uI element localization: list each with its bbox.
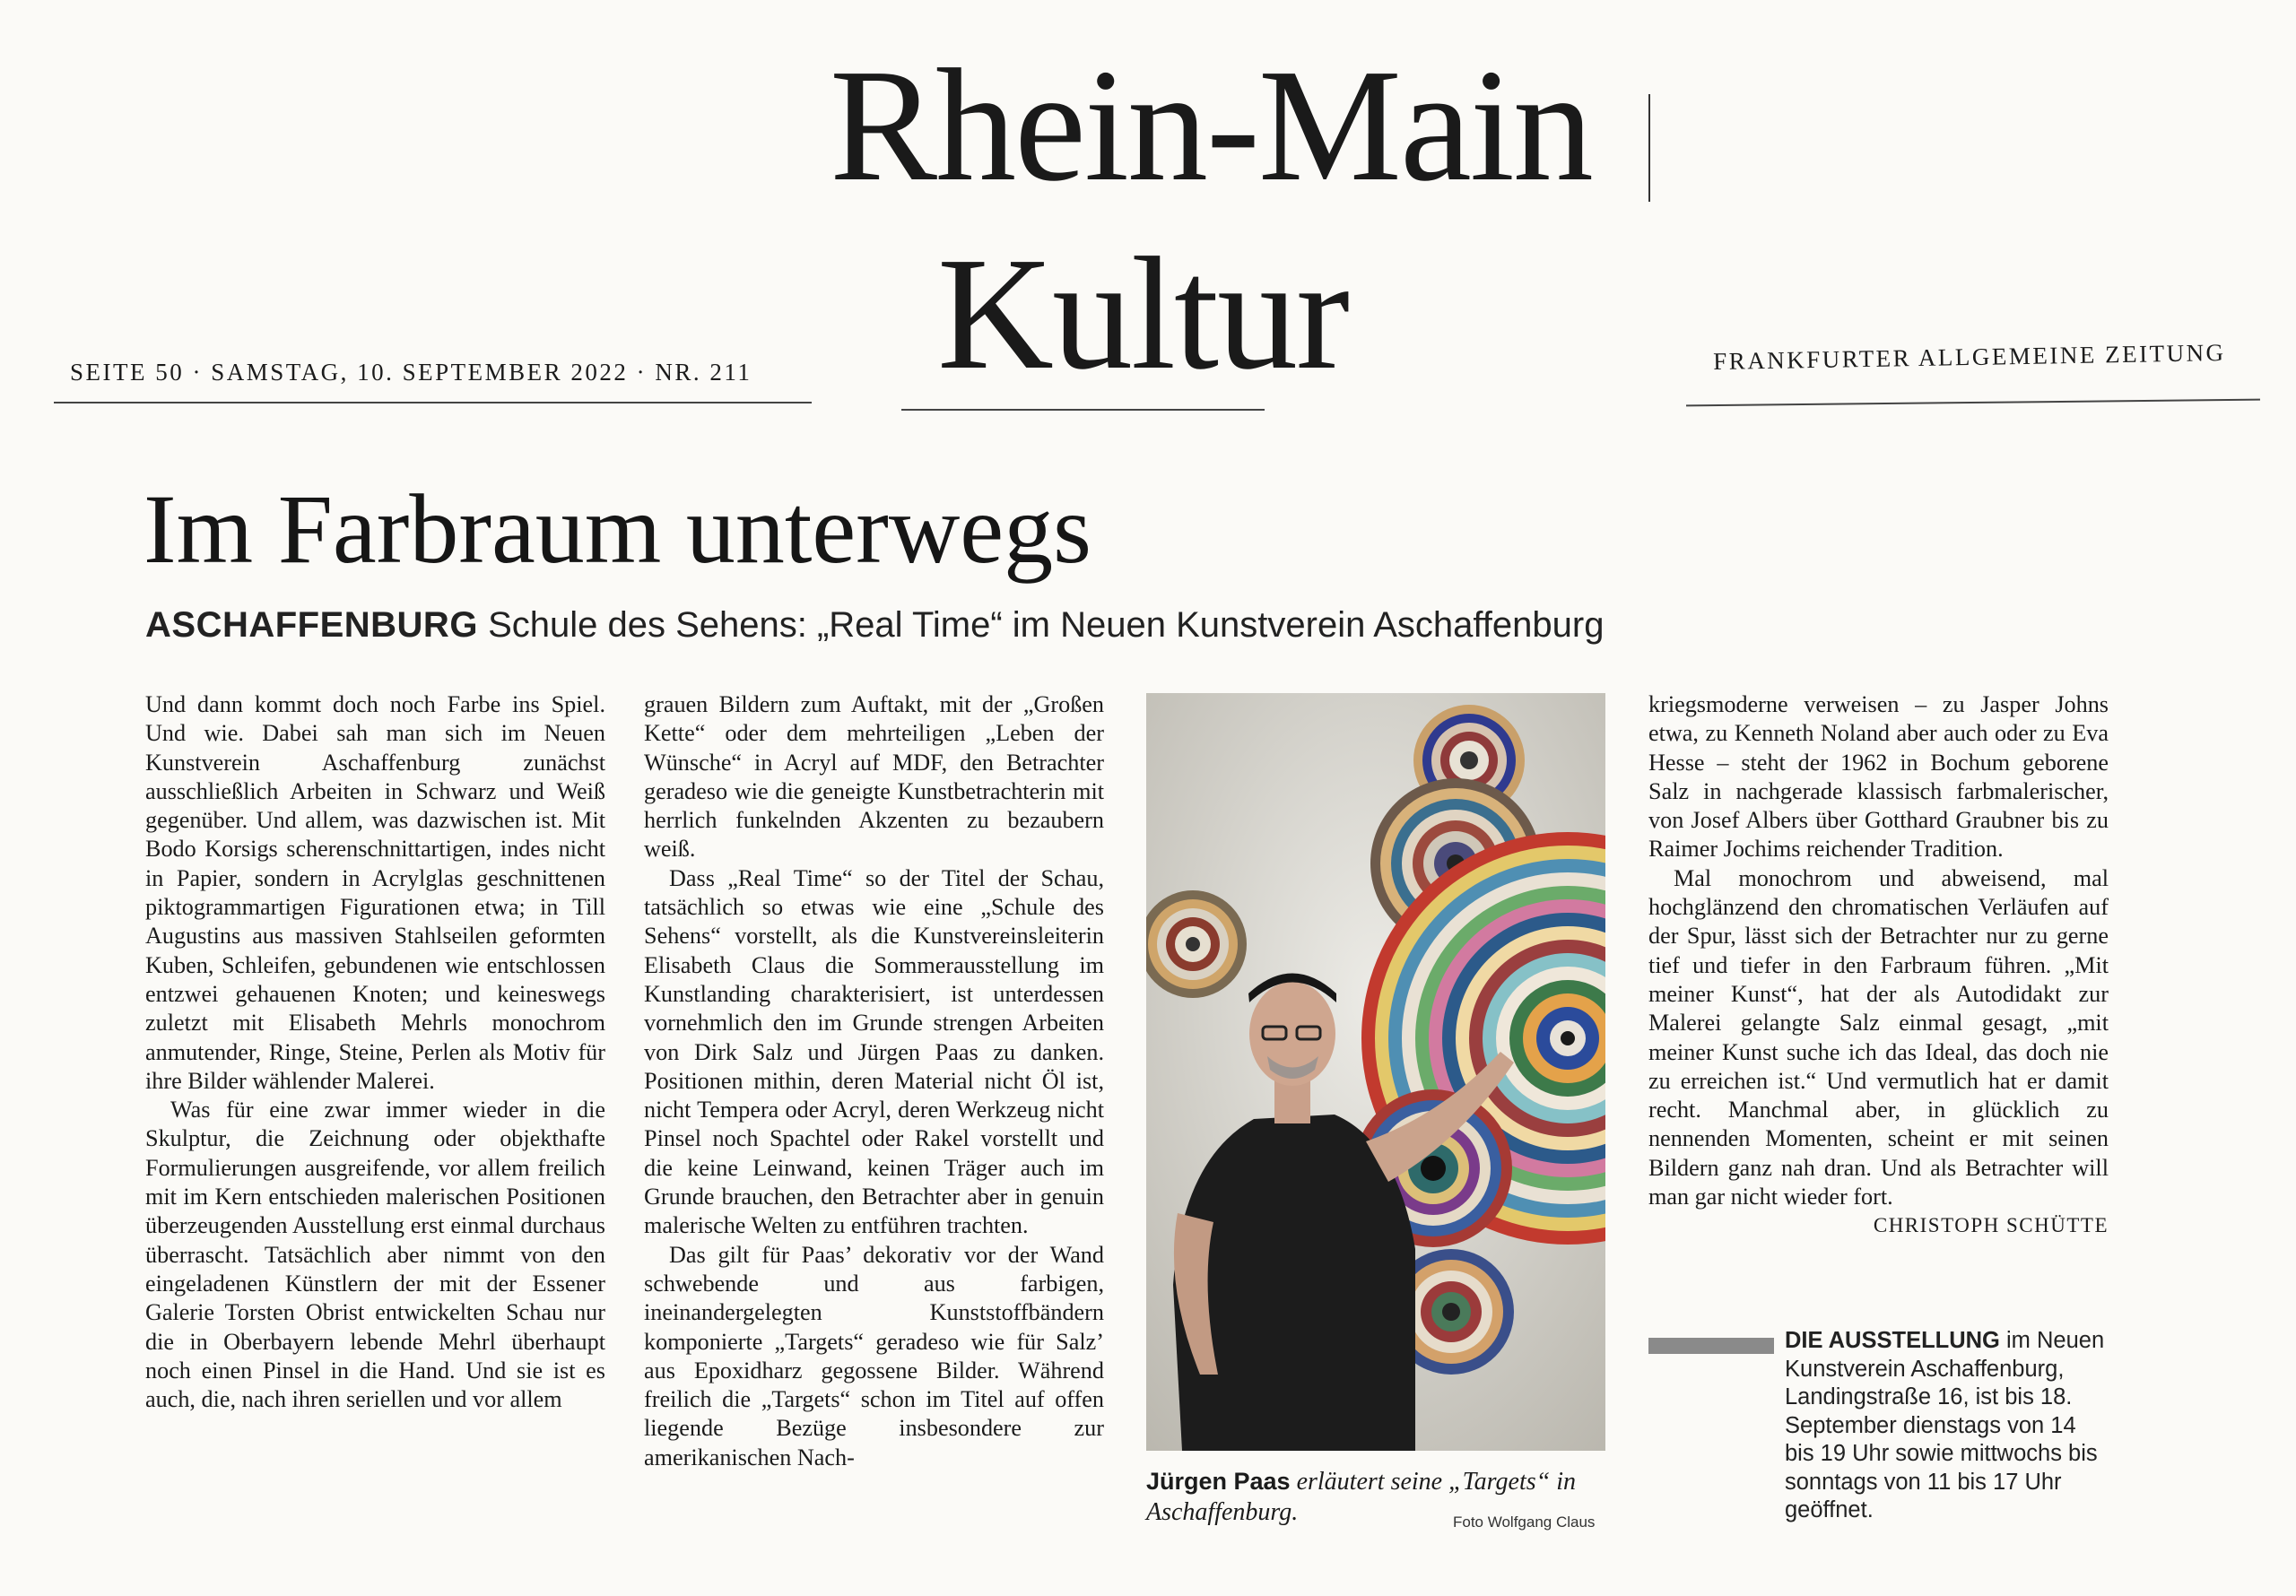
- paragraph: Das gilt für Paas’ dekorativ vor der Wand schwebende und aus farbigen, ineinandergelegten Kunststoffbändern komponierte „Targets“ geradeso wie für Salz’ aus Epoxidharz gegossene Bilder. Während freilich die „Targets“ schon im Titel auf offen liegende Bezüge insbesondere zur amerikanischen Nach-: [644, 1241, 1104, 1470]
- paragraph: Und dann kommt doch noch Farbe ins Spiel. Und wie. Dabei sah man sich im Neuen Kunstverein Aschaffenburg zunächst ausschließlich Arbeiten in Schwarz und Weiß gegenüber. Und allem, was dazwischen ist. Mit Bodo Korsigs scherenschnittartigen, indes nicht in Papier, sondern in Acrylglas geschnittenen piktogrammartigen Figurationen etwa; in Till Augustins aus massiven Stahlseilen geformten Kuben, Schleifen, gebundenen wie entschlossen entzwei gehauenen Knoten; und keineswegs zuletzt mit Elisabeth Mehrls monochrom anmutender, Ringe, Steine, Perlen als Motiv für ihre Bilder wählender Malerei.: [145, 691, 605, 1094]
- paragraph: Dass „Real Time“ so der Titel der Schau, tatsächlich so etwas wie eine „Schule des Sehens“ vorstellt, als die Kunstvereinsleiterin Elisabeth Claus die Sommerausstellung im Kunstlanding charakterisiert, ist unterdessen vornehmlich den im Grunde strengen Arbeiten von Dirk Salz und Jürgen Paas zu danken. Positionen mithin, deren Material nicht Öl ist, nicht Tempera oder Acryl, deren Werkzeug nicht Pinsel noch Spachtel oder Rakel vorstellt und die keine Leinwand, keinen Träger auch im Grunde brauchen, den Betrachter aber in genuin malerische Welten zu entführen trachten.: [644, 864, 1104, 1239]
- caption-name: Jürgen Paas: [1146, 1468, 1291, 1495]
- headline: Im Farbraum unterwegs: [144, 474, 1091, 584]
- dateline: ASCHAFFENBURG: [145, 605, 478, 645]
- article-column-2: [644, 690, 1104, 1472]
- photo-credit: Foto Wolfgang Claus: [1453, 1514, 1596, 1531]
- article-column-4: [1648, 690, 2109, 1241]
- paragraph: Mal monochrom und abweisend, mal hochglänzend den chromatischen Verläufen auf der Spur, lässt sich der Betrachter nur zu gerne tief und tiefer in den Farbraum führen. „Mit meiner Kunst“, hat der als Autodidakt zur Malerei gelangte Salz einmal gesagt, „mit meiner Kunst suche ich das Ideal, das doch nie zu erreichen ist.“ Und vermutlich hat er damit recht. Manchmal aber, in glücklich zu nennenden Momenten, scheint er mit seinen Bildern ganz nah dran. Und als Betrachter will man gar nicht wieder fort.: [1648, 864, 2109, 1210]
- masthead-rhein-main: Rhein-Main: [830, 36, 1592, 214]
- exhibition-infobox: [1785, 1327, 2108, 1525]
- paragraph: grauen Bildern zum Auftakt, mit der „Großen Kette“ oder dem mehrteiligen „Leben der Wünsche“ in Acryl auf MDF, den Betrachter geradeso wie die geneigte Kunstbetrachterin mit herrlich funkelnden Akzenten zu bezaubern weiß.: [644, 691, 1104, 863]
- header-rule-right: [1686, 399, 2260, 407]
- author-byline: CHRISTOPH SCHÜTTE: [1873, 1214, 2109, 1237]
- subheadline-text: Schule des Sehens: „Real Time“ im Neuen Kunstverein Aschaffenburg: [488, 605, 1605, 645]
- header-rule-center: [901, 409, 1265, 411]
- newspaper-name: FRANKFURTER ALLGEMEINE ZEITUNG: [1713, 339, 2226, 375]
- article-column-1: [145, 690, 605, 1414]
- paragraph: kriegsmoderne verweisen – zu Jasper Johns etwa, zu Kenneth Noland aber auch oder zu Eva Hesse – steht der 1962 in Bochum geborene Salz in nachgerade klassisch farbmalerischer, von Josef Albers über Gotthard Graubner bis zu Raimer Jochims reichender Tradition.: [1648, 691, 2109, 863]
- page-info: SEITE 50 · SAMSTAG, 10. SEPTEMBER 2022 · NR. 211: [70, 359, 752, 386]
- infobox-bar: [1648, 1338, 1774, 1354]
- paragraph: Was für eine zwar immer wieder in die Skulptur, die Zeichnung oder objekthafte Formulierungen ausgreifende, vor allem freilich mit im Kern entschieden malerischen Positionen überzeugenden Ausstellung erst einmal durchaus überrascht. Tatsächlich aber nimmt von den eingeladenen Künstlern der mit der Essener Galerie Torsten Obrist entwickelten Schau nur die in Oberbayern lebende Mehrl überhaupt noch einen Pinsel in die Hand. Und sie ist es auch, die, nach ihren seriellen und vor allem: [145, 1097, 605, 1413]
- infobox-text: im Neuen Kunstverein Aschaffenburg, Landingstraße 16, ist bis 18. September dienstags von 14 bis 19 Uhr sowie mittwochs bis sonntags von 11 bis 17 Uhr geöffnet.: [1785, 1328, 2105, 1522]
- caption-text: erläutert seine „Targets“ in Aschaffenburg.: [1146, 1468, 1576, 1526]
- masthead-kultur: Kultur: [937, 224, 1348, 403]
- infobox-lead: DIE AUSSTELLUNG: [1785, 1328, 2000, 1353]
- subheadline: [145, 605, 1604, 646]
- masthead-rule-vertical: [1648, 94, 1650, 202]
- header-rule-left: [54, 402, 812, 403]
- article-photo: [1146, 693, 1605, 1451]
